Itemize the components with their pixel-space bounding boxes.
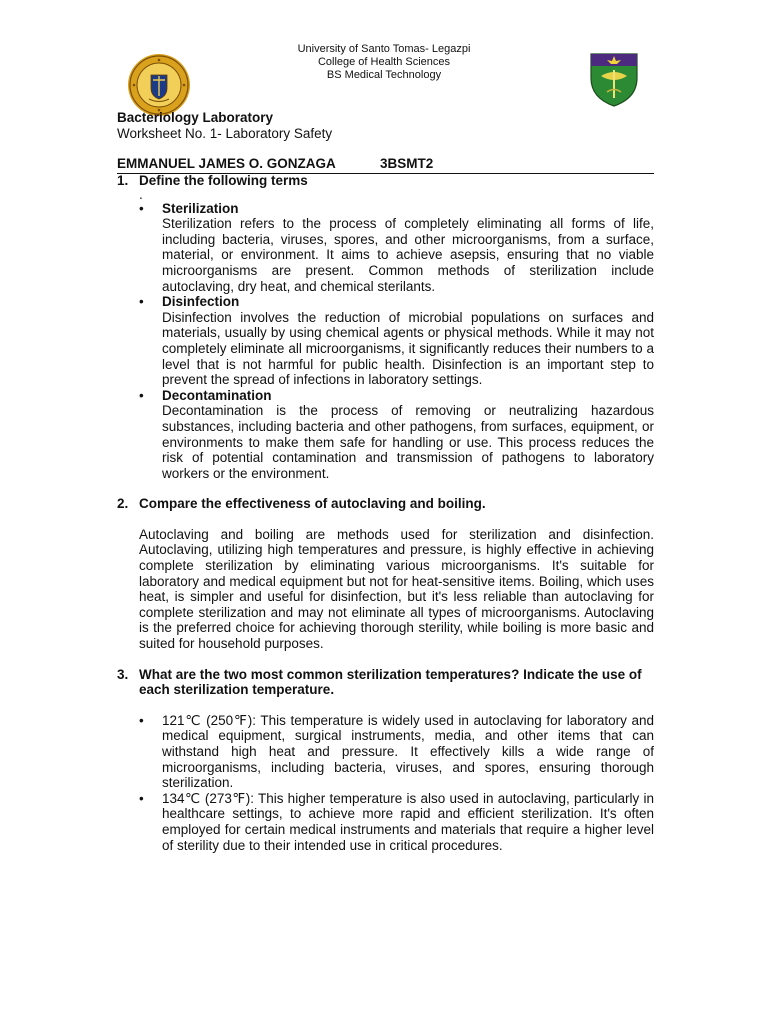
temperature-item: 121℃ (250℉): This temperature is widely used in autoclaving for laboratory and medical equipment, surgical instruments, media, and other items that can withstand high heat and pressure. It effectively kills a wide range of microorganisms, including bacteria, viruses, and spores, ensuring thorough sterilization. [162,712,654,791]
question-number: 1. [117,173,129,188]
course-title: Bacteriology Laboratory [117,110,274,125]
question-1 [117,173,654,189]
question-text: What are the two most common sterilization temperatures? Indicate the use of each sterilization temperature. [139,666,642,698]
temperature-item: 134℃ (273℉): This higher temperature is also used in autoclaving, particularly in healthcare settings, to achieve more rapid and efficient sterilization. It's often employed for certain medical instruments and materials that require a higher level of sterility due to their intended use in critical procedures. [162,790,654,853]
student-section: 3BSMT2 [380,156,434,171]
list-item [117,294,654,388]
question-number: 2. [117,496,129,512]
bullet-icon: • [139,712,144,728]
question-number: 3. [117,666,129,682]
student-line [117,156,654,174]
question-text: Define the following terms [139,173,308,188]
question-2 [117,496,654,512]
bullet-icon: • [139,387,144,403]
bullet-icon: • [139,200,144,216]
stray-mark: . [139,186,143,202]
program-name: BS Medical Technology [326,69,442,81]
term-title: Sterilization [162,200,239,216]
term-title: Disinfection [162,294,240,310]
list-item [117,713,654,791]
question-text: Compare the effectiveness of autoclaving and boiling. [139,496,486,512]
college-name: College of Health Sciences [317,56,451,68]
term-list [117,201,654,482]
bullet-icon: • [139,294,144,310]
title-block [117,110,332,142]
student-name: EMMANUEL JAMES O. GONZAGA [117,156,336,171]
answer-paragraph: Autoclaving and boiling are methods used for sterilization and disinfection. Autoclaving, utilizing high temperatures and pressure, is highly effective in achieving complete sterilization by eliminating various microorganisms. It's suitable for laboratory and medical equipment but not for heat-sensitive items. Boiling, which uses heat, is simpler and useful for disinfection, but it's less reliable than autoclaving for complete sterilization and may not eliminate all types of microorganisms. Autoclaving is the preferred choice for achieving thorough sterility, while boiling is more basic and suited for household purposes. [139,526,654,652]
term-definition: Decontamination is the process of removing or neutralizing hazardous substances, including bacteria and other pathogens, from surfaces, equipment, or environments to make them safe for handling or use. This process reduces the risk of potential contamination and transmission of pathogens to laboratory workers or the environment. [162,403,654,481]
worksheet-content [117,173,654,853]
question-3 [117,667,654,698]
list-item [117,791,654,853]
university-name: University of Santo Tomas- Legazpi [297,43,471,55]
list-item [117,201,654,295]
temperature-list [117,713,654,853]
worksheet-title: Worksheet No. 1- Laboratory Safety [117,126,333,141]
list-item [117,388,654,482]
term-definition: Sterilization refers to the process of completely eliminating all forms of life, including bacteria, viruses, spores, and other microorganisms, from a surface, material, or environment. It aims to achieve asepsis, ensuring that no viable microorganisms are present. Common methods of sterilization include autoclaving, dry heat, and chemical sterilants. [162,216,654,294]
term-definition: Disinfection involves the reduction of microbial populations on surfaces and materials, usually by using chemical agents or physical methods. While it may not completely eliminate all microorganisms, it significantly reduces their numbers to a level that is not harmful for public health. Disinfection is an important step to prevent the spread of infections in laboratory settings. [162,309,654,388]
term-title: Decontamination [162,387,272,403]
document-header [0,43,768,82]
university-seal-icon [127,53,191,117]
bullet-icon: • [139,790,144,806]
medtech-shield-icon [589,52,639,108]
